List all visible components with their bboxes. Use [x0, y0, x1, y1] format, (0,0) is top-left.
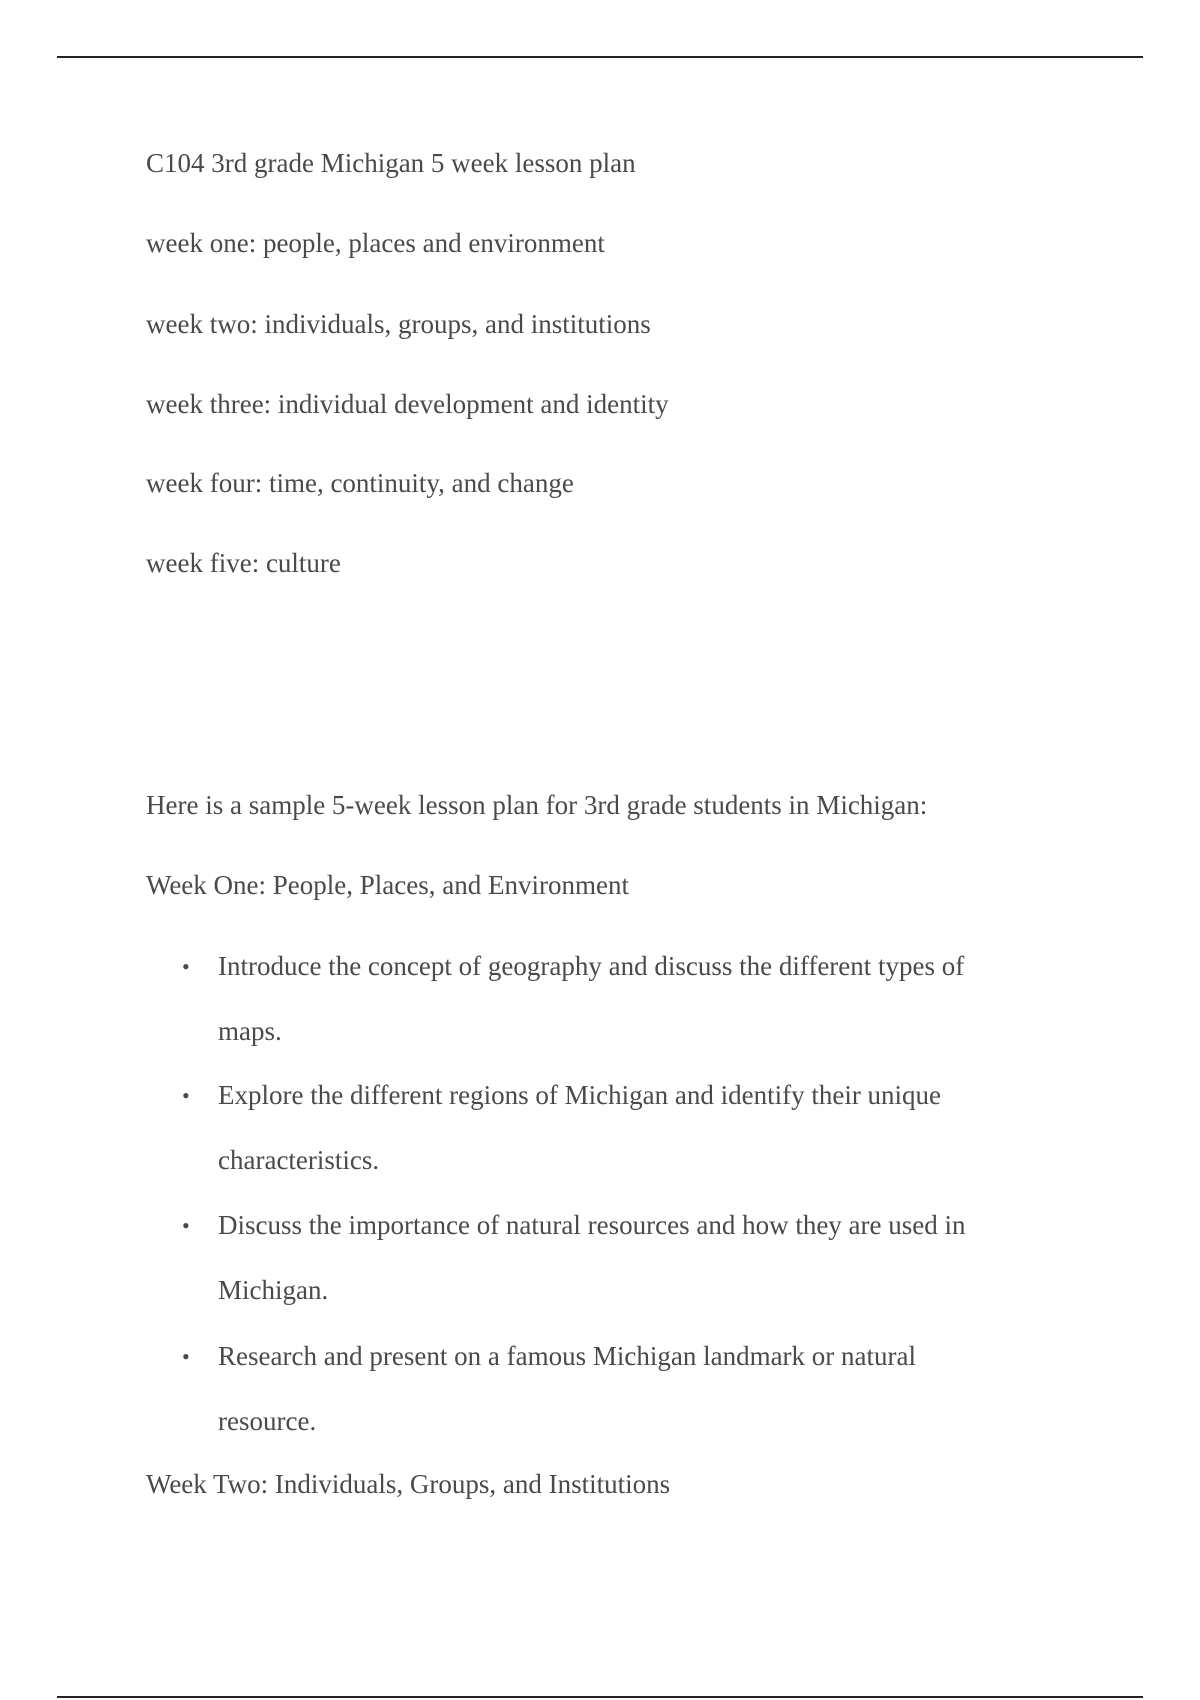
- outline-week-three: week three: individual development and identity: [146, 389, 669, 419]
- bullet-icon: •: [182, 954, 190, 979]
- list-item-text: Discuss the importance of natural resources and how they are used in Michigan.: [218, 1210, 966, 1305]
- bullet-icon: •: [182, 1344, 190, 1369]
- outline-week-one: week one: people, places and environment: [146, 228, 605, 258]
- bullet-icon: •: [182, 1213, 190, 1238]
- document-title: C104 3rd grade Michigan 5 week lesson plan: [146, 148, 636, 178]
- plan-intro: Here is a sample 5-week lesson plan for 3rd grade students in Michigan:: [146, 790, 928, 820]
- outline-week-four: week four: time, continuity, and change: [146, 468, 574, 498]
- list-item-text: Research and present on a famous Michigan landmark or natural resource.: [218, 1341, 917, 1436]
- top-rule: [57, 56, 1143, 58]
- week-two-heading: Week Two: Individuals, Groups, and Institutions: [146, 1469, 671, 1499]
- bullet-icon: •: [182, 1083, 190, 1108]
- week-one-heading: Week One: People, Places, and Environment: [146, 870, 629, 900]
- bottom-rule: [57, 1696, 1143, 1698]
- outline-week-five: week five: culture: [146, 548, 341, 578]
- outline-week-two: week two: individuals, groups, and institutions: [146, 309, 651, 339]
- list-item-text: Explore the different regions of Michigan and identify their unique characteristics.: [218, 1080, 942, 1175]
- list-item-text: Introduce the concept of geography and discuss the different types of maps.: [218, 951, 965, 1046]
